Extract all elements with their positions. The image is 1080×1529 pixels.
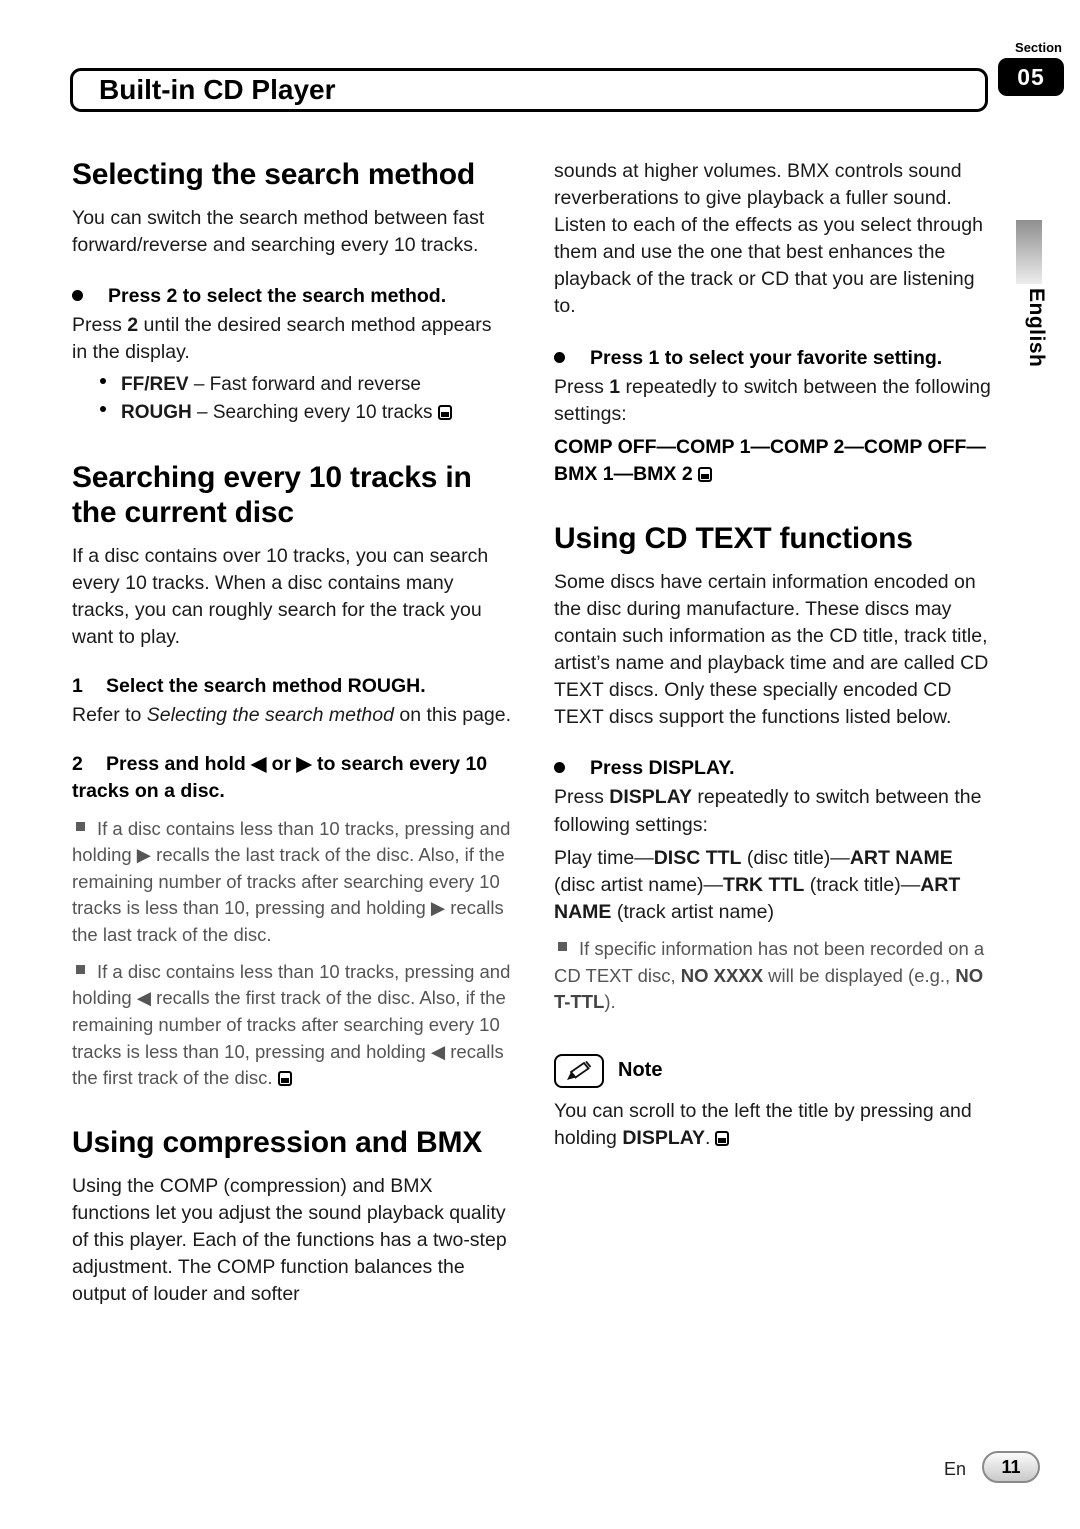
paragraph: Using the COMP (compression) and BMX functions let you adjust the sound playback quality of this player. Each of the functions has a two-step adjustment. The COMP function balances the output of louder and softer xyxy=(72,1174,507,1305)
action-step-label: Press DISPLAY. xyxy=(590,757,735,780)
right-column xyxy=(554,158,992,1158)
action-bullet-icon xyxy=(72,290,83,301)
action-step xyxy=(554,345,992,372)
language-tab: English xyxy=(1025,288,1048,368)
note-item-text: If a disc contains less than 10 tracks, pressing and holding ◀ recalls the first track of the disc. Also, if the remaining number of tracks after searching every 10 tracks is less than 10, pressing and holding ◀ recalls the first track of the disc. xyxy=(72,960,511,1089)
numbered-step-1 xyxy=(72,673,512,700)
paragraph: Some discs have certain information encoded on the disc during manufacture. These discs may contain such information as the CD title, track title, artist’s name and playback time and are called CD TEXT discs. Only these specially encoded CD TEXT discs support the functions listed below. xyxy=(554,570,989,729)
square-bullet-icon xyxy=(76,965,85,974)
note-icon-frame xyxy=(554,1054,604,1088)
action-step-label: Press 2 to select the search method. xyxy=(108,284,447,307)
heading-searching-every-10-tracks: Searching every 10 tracks in the current disc xyxy=(72,461,472,529)
section-number-badge: 05 xyxy=(998,58,1064,96)
paragraph: Refer to Selecting the search method on this page. xyxy=(72,704,512,727)
language-tab-gradient xyxy=(1016,220,1042,284)
action-bullet-icon xyxy=(554,762,565,773)
step-text: Select the search method ROUGH. xyxy=(106,675,426,698)
note-paragraph-text: You can scroll to the left the title by pressing and holding DISPLAY. xyxy=(554,1099,972,1149)
chapter-header xyxy=(70,68,988,112)
page-number-badge: 11 xyxy=(982,1451,1040,1483)
sub-bullet-icon xyxy=(100,378,106,384)
action-step xyxy=(554,755,992,782)
list-item-ffrev xyxy=(72,372,512,399)
list-item-text: FF/REV – Fast forward and reverse xyxy=(121,374,421,396)
display-sequence: Play time—DISC TTL (disc title)—ART NAME (disc artist name)—TRK TTL (track title)—ART NAME (track artist name) xyxy=(554,846,961,923)
paragraph: Press 1 repeatedly to switch between the following settings: xyxy=(554,375,991,425)
setting-sequence-text: COMP OFF—COMP 1—COMP 2—COMP OFF—BMX 1—BMX 2 xyxy=(554,435,986,485)
left-column xyxy=(72,158,512,1314)
square-bullet-icon xyxy=(76,822,85,831)
step-number: 1 xyxy=(72,675,83,698)
numbered-step-2 xyxy=(72,751,512,805)
paragraph: Press 2 until the desired search method appears in the display. xyxy=(72,314,492,364)
square-bullet-icon xyxy=(558,942,567,951)
note-item xyxy=(72,816,512,949)
list-item-text: ROUGH – Searching every 10 tracks xyxy=(121,402,433,424)
note-item xyxy=(554,936,992,1016)
crossref-icon xyxy=(438,405,452,420)
paragraph: You can switch the search method between fast forward/reverse and searching every 10 tracks. xyxy=(72,206,485,256)
crossref-icon xyxy=(698,467,712,482)
action-bullet-icon xyxy=(554,352,565,363)
crossref-icon xyxy=(278,1071,292,1086)
action-step xyxy=(72,283,512,310)
note-paragraph xyxy=(554,1098,992,1152)
setting-sequence xyxy=(554,434,992,488)
paragraph: Press DISPLAY repeatedly to switch between the following settings: xyxy=(554,786,982,836)
heading-using-compression-bmx: Using compression and BMX xyxy=(72,1125,483,1159)
sub-bullet-icon xyxy=(100,406,106,412)
note-item-text: If a disc contains less than 10 tracks, pressing and holding ▶ recalls the last track of the disc. Also, if the remaining number of tracks after searching every 10 tracks is less than 10, pressing and holding ▶ recalls the last track of the disc. xyxy=(72,817,511,946)
footer-region-label: En xyxy=(944,1459,967,1479)
crossref-icon xyxy=(715,1131,729,1146)
note-item-text: If specific information has not been recorded on a CD TEXT disc, NO XXXX will be displayed (e.g., NO T-TTL). xyxy=(554,937,985,1013)
paragraph: If a disc contains over 10 tracks, you can search every 10 tracks. When a disc contains many tracks, you can roughly search for the track you want to play. xyxy=(72,544,489,649)
heading-using-cd-text: Using CD TEXT functions xyxy=(554,522,913,556)
note-box xyxy=(554,1054,992,1088)
action-step-label: Press 1 to select your favorite setting. xyxy=(590,346,943,369)
step-number: 2 xyxy=(72,753,83,776)
chapter-title: Built-in CD Player xyxy=(99,74,336,105)
section-label: Section xyxy=(1015,40,1062,55)
paragraph-continuation: sounds at higher volumes. BMX controls sound reverberations to give playback a fuller sound. Listen to each of the effects as you select through them and use the one that best enhances the playback of the track or CD that you are listening to. xyxy=(554,160,983,318)
heading-selecting-search-method: Selecting the search method xyxy=(72,158,476,191)
list-item-rough xyxy=(72,400,512,427)
note-label: Note xyxy=(618,1059,663,1082)
note-item xyxy=(72,959,512,1092)
pencil-icon xyxy=(564,1060,594,1082)
step-text: Press and hold ◀ or ▶ to search every 10 tracks on a disc. xyxy=(72,753,488,803)
